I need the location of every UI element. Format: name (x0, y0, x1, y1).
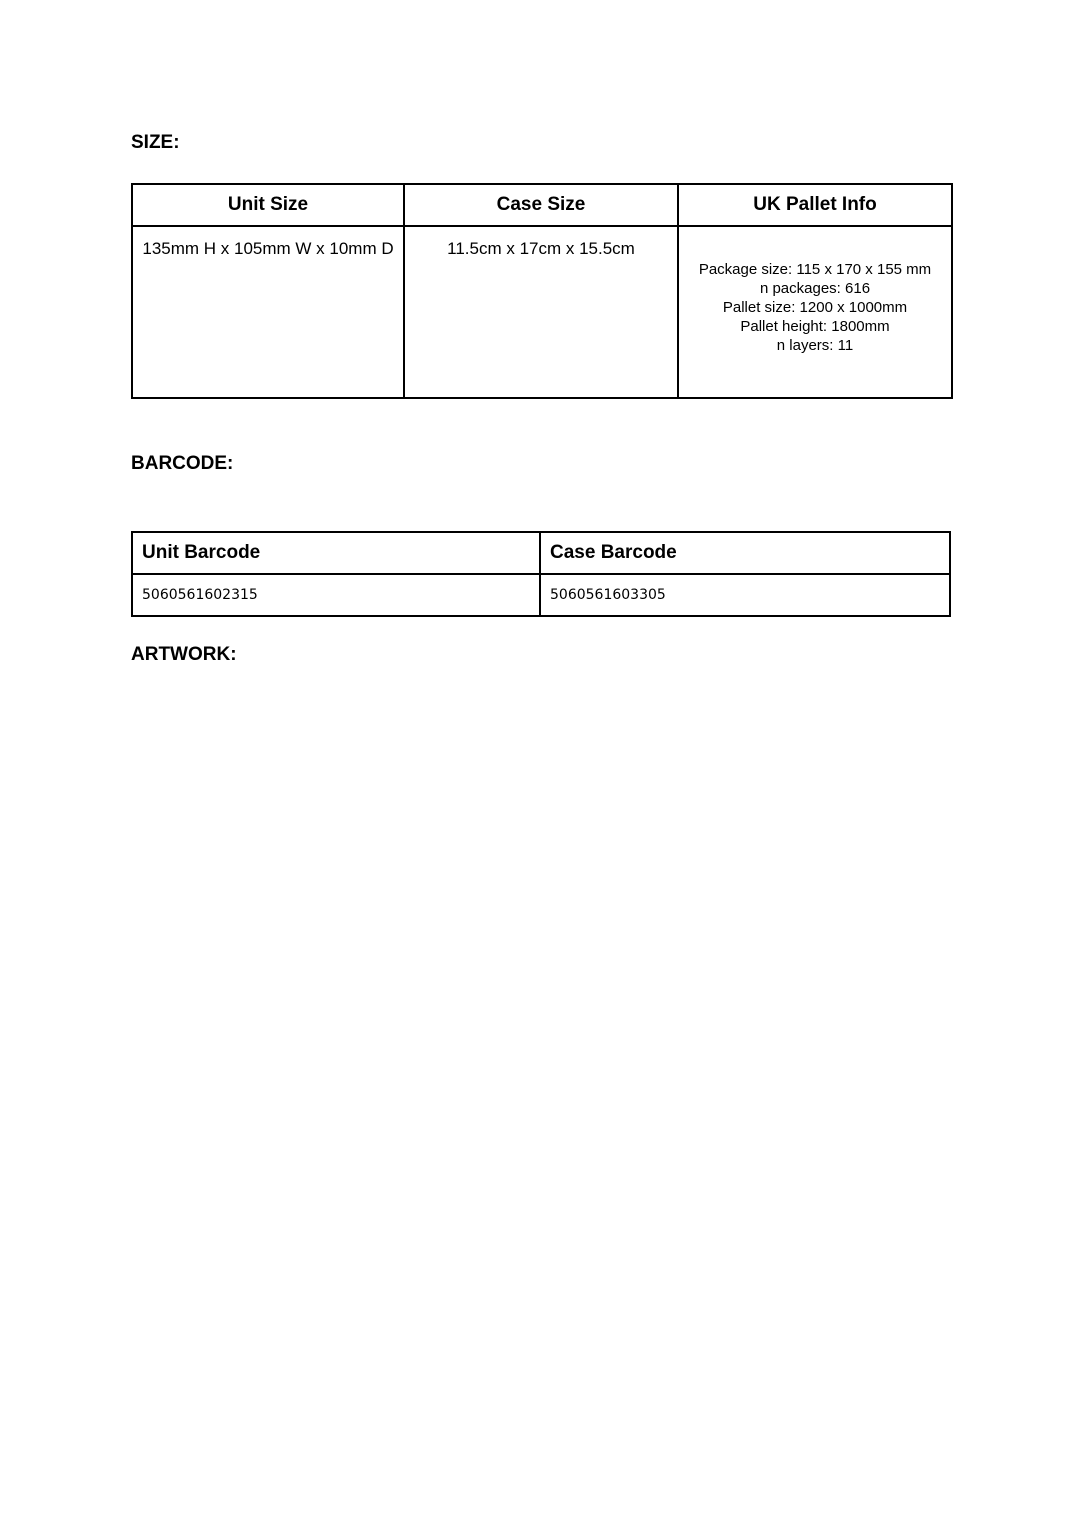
artwork-heading: ARTWORK: (131, 644, 237, 665)
case-size-value: 11.5cm x 17cm x 15.5cm (447, 239, 635, 258)
pallet-info-list (679, 227, 951, 355)
case-barcode-value: 5060561603305 (540, 574, 950, 616)
pallet-size: Pallet size: 1200 x 1000mm (722, 299, 908, 316)
unit-size-value: 135mm H x 105mm W x 10mm D (142, 239, 394, 258)
pallet-height: Pallet height: 1800mm (740, 318, 890, 335)
size-header-row (132, 184, 952, 226)
unit-barcode-value: 5060561602315 (132, 574, 540, 616)
unit-size-cell (132, 226, 404, 398)
unit-size-header: Unit Size (132, 184, 404, 226)
barcode-value-row (132, 574, 950, 616)
barcode-header-row (132, 532, 950, 574)
pallet-package-size: Package size: 115 x 170 x 155 mm (698, 261, 932, 278)
size-table (131, 183, 953, 399)
case-barcode-header: Case Barcode (540, 532, 950, 574)
pallet-n-layers: n layers: 11 (776, 337, 854, 354)
barcode-heading: BARCODE: (131, 453, 234, 474)
case-size-cell (404, 226, 678, 398)
size-heading: SIZE: (131, 132, 180, 153)
pallet-info-cell (678, 226, 952, 398)
unit-barcode-header: Unit Barcode (132, 532, 540, 574)
barcode-table (131, 531, 951, 617)
pallet-n-packages: n packages: 616 (759, 280, 871, 297)
case-size-header: Case Size (404, 184, 678, 226)
uk-pallet-info-header: UK Pallet Info (678, 184, 952, 226)
size-value-row (132, 226, 952, 398)
